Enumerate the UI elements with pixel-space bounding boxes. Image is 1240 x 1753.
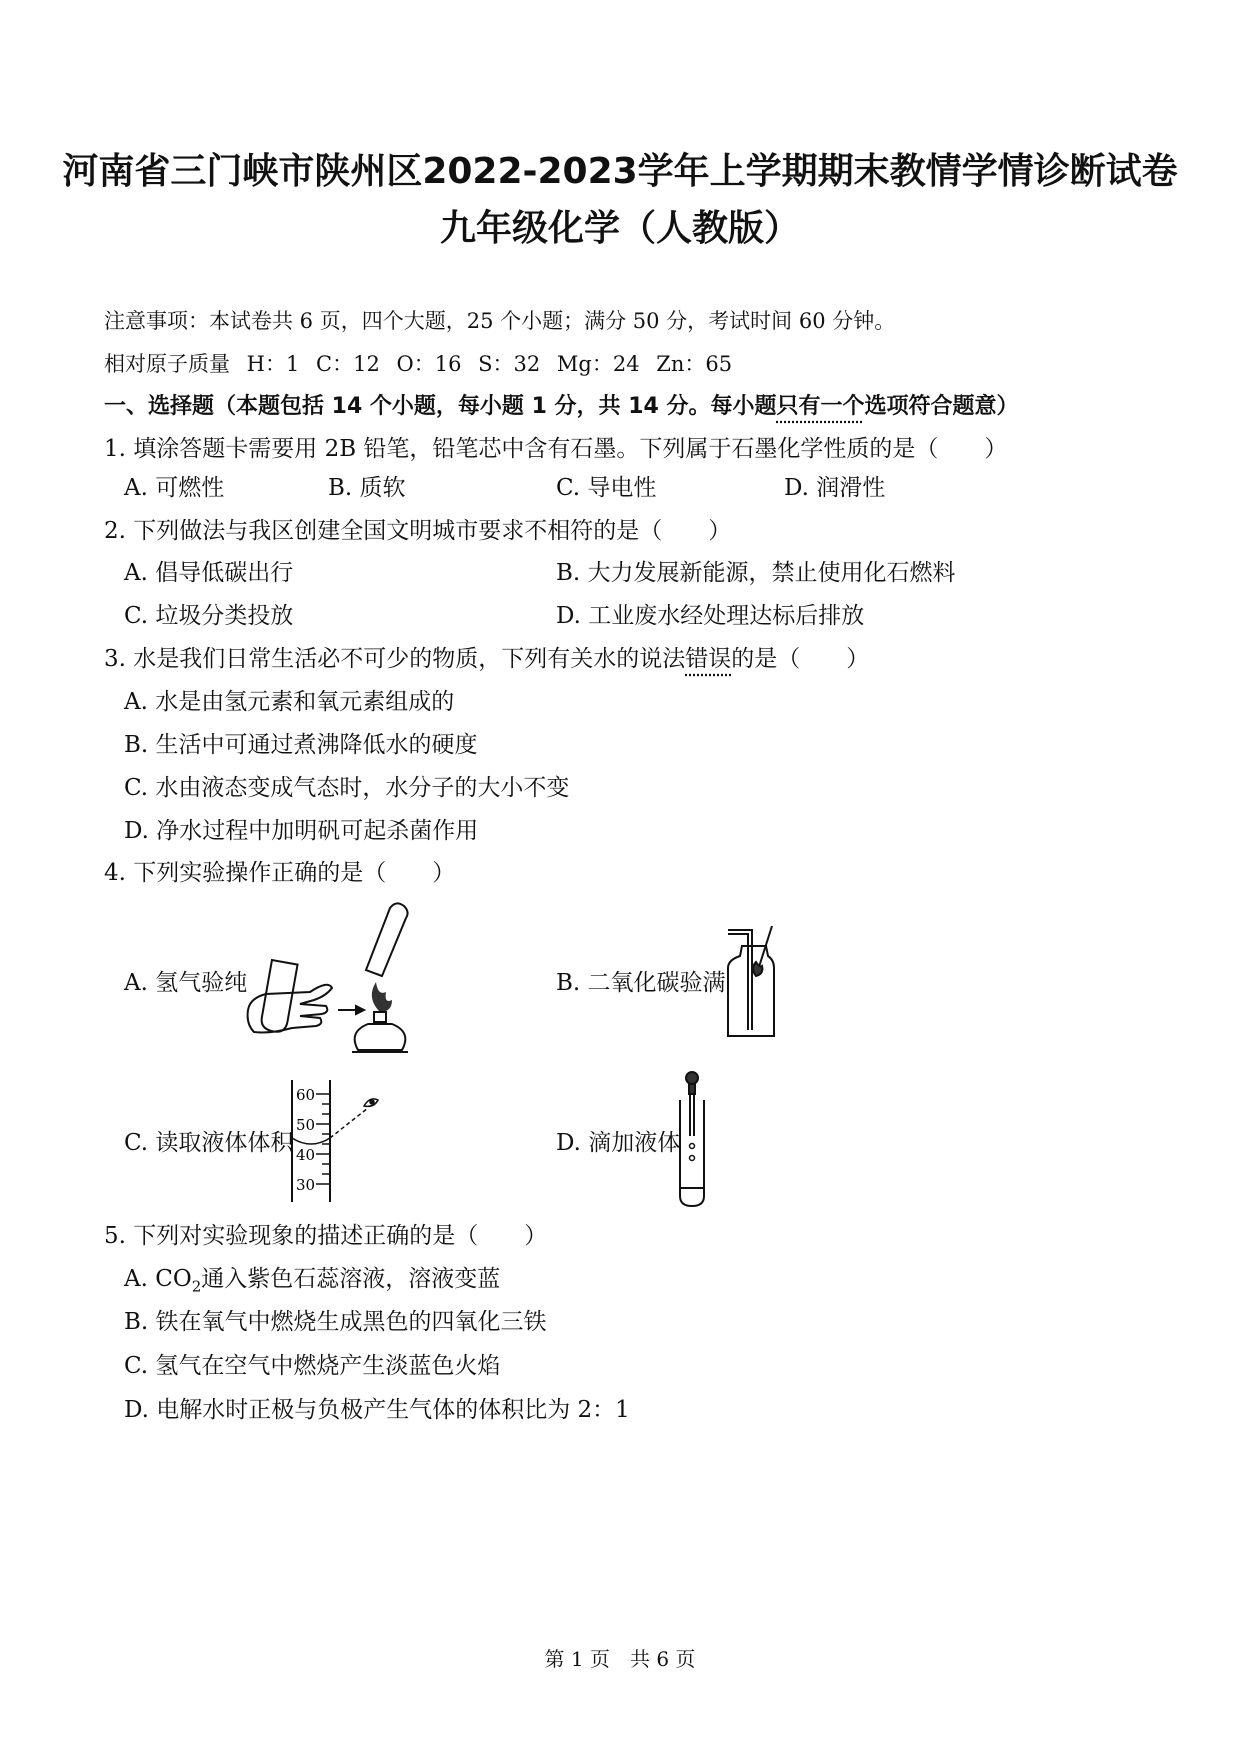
q3-option-c: C. 水由液态变成气态时，水分子的大小不变 [124, 775, 570, 801]
q2-option-a: A. 倡导低碳出行 [124, 560, 294, 586]
dropper-figure [672, 1070, 712, 1210]
q3-option-d: D. 净水过程中加明矾可起杀菌作用 [124, 818, 479, 844]
q2-option-c: C. 垃圾分类投放 [124, 603, 294, 629]
q4-option-b: B. 二氧化碳验满 [556, 970, 726, 996]
tick-label: 40 [296, 1146, 316, 1164]
section-heading-before: 一、选择题（本题包括 14 个小题，每小题 1 分，共 14 分。每小题 [104, 394, 777, 419]
hydrogen-purity-test-figure [240, 900, 420, 1060]
sight-line [330, 1108, 368, 1138]
q1-option-a: A. 可燃性 [124, 475, 225, 501]
test-tube-icon [680, 1100, 704, 1206]
q4-option-d: D. 滴加液体 [556, 1130, 681, 1156]
notice-text: 注意事项：本试卷共 6 页，四个大题，25 个小题；满分 50 分，考试时间 60 分钟。 [104, 309, 896, 333]
arrow-icon [338, 1006, 364, 1014]
q4-option-a: A. 氢气验纯 [124, 970, 248, 996]
q3-stem [104, 644, 869, 674]
q4-option-c: C. 读取液体体积 [124, 1130, 294, 1156]
q2-stem: 2. 下列做法与我区创建全国文明城市要求不相符的是（ ） [104, 518, 732, 544]
burning-stick-icon [753, 926, 772, 976]
tick-label: 60 [296, 1086, 316, 1104]
q3-stem-emphasis: 错误 [685, 646, 732, 672]
inverted-tube-icon [366, 903, 408, 976]
exam-title: 河南省三门峡市陕州区2022-2023学年上学期期末教情学情诊断试卷 [62, 151, 1178, 192]
exam-subtitle: 九年级化学（人教版） [439, 208, 800, 249]
q3-stem-before: 3. 水是我们日常生活必不可少的物质，下列有关水的说法 [104, 646, 686, 672]
q5-option-a [124, 1264, 500, 1302]
q2-option-d: D. 工业废水经处理达标后排放 [556, 603, 865, 629]
q1-option-b: B. 质软 [328, 475, 406, 501]
q5-option-c: C. 氢气在空气中燃烧产生淡蓝色火焰 [124, 1353, 501, 1379]
q5-option-a-subscript: 2 [191, 1277, 202, 1296]
graduated-cylinder-figure [286, 1078, 396, 1206]
page-number: 第 1 页 共 6 页 [544, 1647, 696, 1671]
delivery-tube-icon [728, 930, 752, 1030]
q1-option-c: C. 导电性 [556, 475, 657, 501]
flame-icon [372, 982, 392, 1012]
tick-label: 50 [296, 1116, 316, 1134]
atomic-mass-text: 相对原子质量 H：1 C：12 O：16 S：32 Mg：24 Zn：65 [104, 352, 733, 376]
co2-full-test-figure [720, 918, 800, 1044]
section-heading-emphasis: 只有一个 [776, 394, 865, 419]
eye-icon [364, 1099, 378, 1107]
test-tube-icon [260, 960, 298, 1033]
q5-option-b: B. 铁在氧气中燃烧生成黑色的四氧化三铁 [124, 1309, 547, 1335]
dropper-icon [686, 1072, 698, 1136]
q5-option-d: D. 电解水时正极与负极产生气体的体积比为 2：1 [124, 1397, 630, 1423]
q3-option-b: B. 生活中可通过煮沸降低水的硬度 [124, 732, 478, 758]
q3-option-a: A. 水是由氢元素和氧元素组成的 [124, 689, 455, 715]
q1-option-d: D. 润滑性 [784, 475, 886, 501]
alcohol-lamp-icon [352, 1012, 408, 1052]
q5-option-a-suffix: 通入紫色石蕊溶液，溶液变蓝 [201, 1266, 501, 1292]
q1-stem: 1. 填涂答题卡需要用 2B 铅笔，铅笔芯中含有石墨。下列属于石墨化学性质的是（ ） [104, 436, 1008, 462]
q4-stem: 4. 下列实验操作正确的是（ ） [104, 860, 456, 886]
section-heading [104, 392, 1019, 422]
q5-stem: 5. 下列对实验现象的描述正确的是（ ） [104, 1223, 548, 1249]
q5-option-a-prefix: A. CO [124, 1266, 192, 1292]
q2-option-b: B. 大力发展新能源，禁止使用化石燃料 [556, 560, 956, 586]
section-heading-after: 选项符合题意） [864, 394, 1019, 419]
q3-stem-after: 的是（ ） [731, 646, 870, 672]
meniscus-icon [292, 1138, 330, 1144]
drop-icon [690, 1144, 695, 1161]
tick-label: 30 [296, 1176, 316, 1194]
